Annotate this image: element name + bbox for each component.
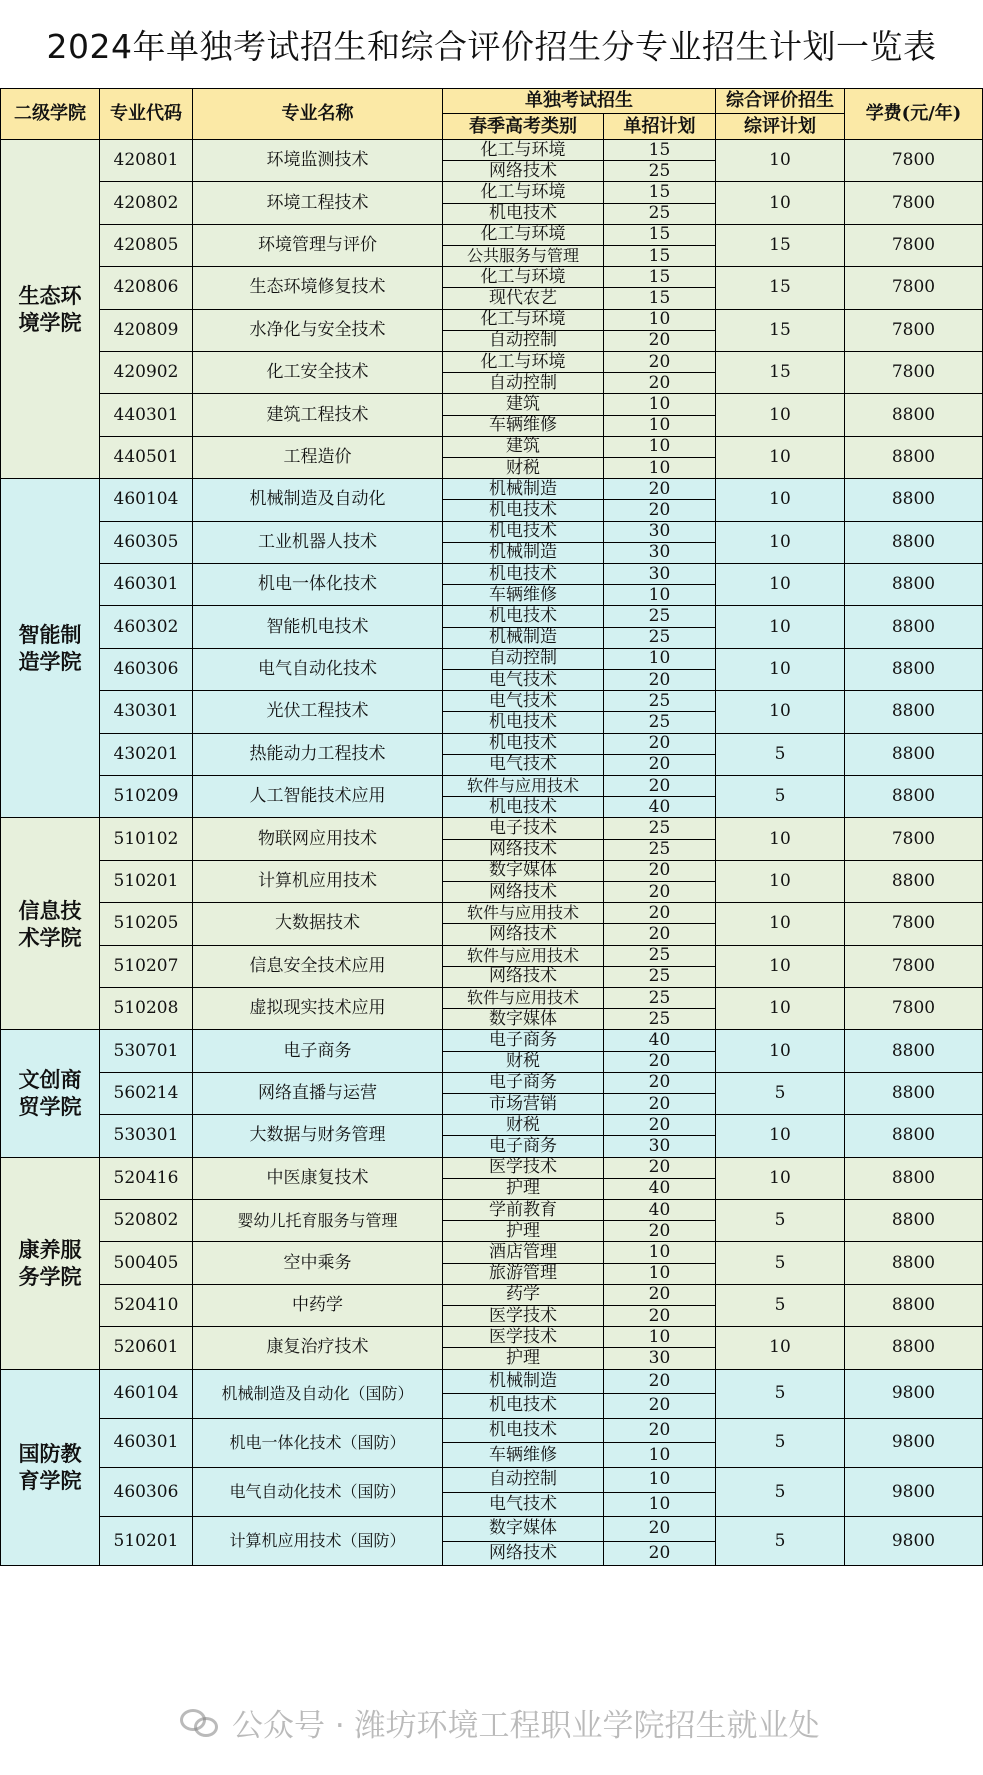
- comp-plan: 10: [716, 606, 845, 648]
- tuition: 7800: [845, 946, 983, 988]
- comp-plan: 15: [716, 310, 845, 352]
- spring-category: 医学技术: [443, 1306, 604, 1327]
- single-plan: 20: [604, 1419, 716, 1444]
- comp-plan: 5: [716, 1468, 845, 1517]
- major-code: 420809: [100, 310, 193, 352]
- single-plan: 20: [604, 1094, 716, 1115]
- single-plan: 25: [604, 691, 716, 712]
- spring-category: 化工与环境: [443, 310, 604, 331]
- comp-plan: 10: [716, 1158, 845, 1200]
- major-name: 热能动力工程技术: [193, 734, 443, 776]
- major-code: 520410: [100, 1285, 193, 1327]
- single-plan: 20: [604, 500, 716, 521]
- single-plan: 40: [604, 797, 716, 818]
- major-name: 空中乘务: [193, 1242, 443, 1284]
- single-plan: 20: [604, 352, 716, 373]
- spring-category: 软件与应用技术: [443, 903, 604, 924]
- comp-plan: 10: [716, 1327, 845, 1369]
- single-plan: 25: [604, 1009, 716, 1030]
- single-plan: 25: [604, 946, 716, 967]
- major-code: 520802: [100, 1200, 193, 1242]
- spring-category: 公共服务与管理: [443, 246, 604, 267]
- spring-category: 护理: [443, 1348, 604, 1369]
- tuition: 8800: [845, 1285, 983, 1327]
- header-comprehensive: 综合评价招生: [716, 88, 845, 114]
- major-code: 530701: [100, 1030, 193, 1072]
- comp-plan: 5: [716, 1419, 845, 1468]
- single-plan: 20: [604, 776, 716, 797]
- single-plan: 20: [604, 1073, 716, 1094]
- single-plan: 15: [604, 182, 716, 203]
- spring-category: 机电技术: [443, 500, 604, 521]
- comp-plan: 5: [716, 1370, 845, 1419]
- tuition: 7800: [845, 352, 983, 394]
- major-name: 环境工程技术: [193, 182, 443, 224]
- tuition: 9800: [845, 1517, 983, 1566]
- tuition: 8800: [845, 564, 983, 606]
- major-name: 大数据与财务管理: [193, 1115, 443, 1157]
- major-name: 光伏工程技术: [193, 691, 443, 733]
- single-plan: 20: [604, 882, 716, 903]
- major-code: 510205: [100, 903, 193, 945]
- spring-category: 机电技术: [443, 606, 604, 627]
- single-plan: 20: [604, 924, 716, 945]
- single-plan: 20: [604, 903, 716, 924]
- header-single-exam: 单独考试招生: [443, 88, 716, 114]
- major-code: 520601: [100, 1327, 193, 1369]
- comp-plan: 15: [716, 352, 845, 394]
- tuition: 8800: [845, 861, 983, 903]
- major-code: 500405: [100, 1242, 193, 1284]
- header-code: 专业代码: [100, 88, 193, 140]
- spring-category: 软件与应用技术: [443, 946, 604, 967]
- spring-category: 电气技术: [443, 1493, 604, 1518]
- spring-category: 数字媒体: [443, 1009, 604, 1030]
- spring-category: 自动控制: [443, 1468, 604, 1493]
- comp-plan: 10: [716, 1030, 845, 1072]
- major-name: 计算机应用技术: [193, 861, 443, 903]
- single-plan: 25: [604, 967, 716, 988]
- spring-category: 机电技术: [443, 1419, 604, 1444]
- single-plan: 40: [604, 1200, 716, 1221]
- header-name: 专业名称: [193, 88, 443, 140]
- spring-category: 化工与环境: [443, 225, 604, 246]
- single-plan: 30: [604, 1136, 716, 1157]
- single-plan: 20: [604, 1306, 716, 1327]
- major-name: 建筑工程技术: [193, 394, 443, 436]
- header-comp-plan: 综评计划: [716, 114, 845, 140]
- major-name: 网络直播与运营: [193, 1073, 443, 1115]
- comp-plan: 15: [716, 225, 845, 267]
- spring-category: 学前教育: [443, 1200, 604, 1221]
- single-plan: 10: [604, 1242, 716, 1263]
- single-plan: 25: [604, 606, 716, 627]
- major-code: 460104: [100, 479, 193, 521]
- single-plan: 20: [604, 1370, 716, 1395]
- single-plan: 10: [604, 1468, 716, 1493]
- college-name: 文创商贸学院: [0, 1030, 100, 1157]
- spring-category: 机电技术: [443, 797, 604, 818]
- spring-category: 化工与环境: [443, 267, 604, 288]
- single-plan: 25: [604, 840, 716, 861]
- single-plan: 20: [604, 861, 716, 882]
- spring-category: 电气技术: [443, 670, 604, 691]
- spring-category: 建筑: [443, 394, 604, 415]
- tuition: 8800: [845, 1327, 983, 1369]
- college-name: 生态环境学院: [0, 140, 100, 479]
- single-plan: 20: [604, 1285, 716, 1306]
- single-plan: 20: [604, 1052, 716, 1073]
- major-name: 工业机器人技术: [193, 522, 443, 564]
- single-plan: 25: [604, 712, 716, 733]
- single-plan: 15: [604, 288, 716, 309]
- comp-plan: 10: [716, 1115, 845, 1157]
- spring-category: 机械制造: [443, 543, 604, 564]
- tuition: 7800: [845, 225, 983, 267]
- spring-category: 机电技术: [443, 734, 604, 755]
- single-plan: 20: [604, 1115, 716, 1136]
- spring-category: 数字媒体: [443, 1517, 604, 1542]
- single-plan: 20: [604, 1394, 716, 1419]
- major-code: 460301: [100, 564, 193, 606]
- major-name: 虚拟现实技术应用: [193, 988, 443, 1030]
- header-tuition: 学费(元/年): [845, 88, 983, 140]
- comp-plan: 10: [716, 394, 845, 436]
- major-code: 560214: [100, 1073, 193, 1115]
- spring-category: 网络技术: [443, 840, 604, 861]
- major-name: 机械制造及自动化: [193, 479, 443, 521]
- tuition: 7800: [845, 988, 983, 1030]
- major-name: 电气自动化技术（国防）: [193, 1468, 443, 1517]
- college-name: 康养服务学院: [0, 1158, 100, 1370]
- single-plan: 30: [604, 564, 716, 585]
- single-plan: 25: [604, 204, 716, 225]
- single-plan: 10: [604, 437, 716, 458]
- major-name: 机电一体化技术（国防）: [193, 1419, 443, 1468]
- single-plan: 10: [604, 649, 716, 670]
- spring-category: 软件与应用技术: [443, 776, 604, 797]
- comp-plan: 5: [716, 1517, 845, 1566]
- single-plan: 10: [604, 1327, 716, 1348]
- major-code: 430201: [100, 734, 193, 776]
- spring-category: 数字媒体: [443, 861, 604, 882]
- header-spring-category: 春季高考类别: [443, 114, 604, 140]
- tuition: 8800: [845, 522, 983, 564]
- tuition: 8800: [845, 1115, 983, 1157]
- major-name: 电气自动化技术: [193, 649, 443, 691]
- tuition: 7800: [845, 310, 983, 352]
- spring-category: 机电技术: [443, 1394, 604, 1419]
- major-name: 中医康复技术: [193, 1158, 443, 1200]
- major-name: 机械制造及自动化（国防）: [193, 1370, 443, 1419]
- spring-category: 财税: [443, 1052, 604, 1073]
- tuition: 8800: [845, 479, 983, 521]
- major-code: 440301: [100, 394, 193, 436]
- spring-category: 现代农艺: [443, 288, 604, 309]
- major-code: 460306: [100, 1468, 193, 1517]
- spring-category: 化工与环境: [443, 352, 604, 373]
- spring-category: 化工与环境: [443, 140, 604, 161]
- spring-category: 电子技术: [443, 818, 604, 839]
- single-plan: 25: [604, 628, 716, 649]
- single-plan: 20: [604, 1158, 716, 1179]
- spring-category: 财税: [443, 1115, 604, 1136]
- spring-category: 电子商务: [443, 1136, 604, 1157]
- spring-category: 网络技术: [443, 967, 604, 988]
- major-name: 化工安全技术: [193, 352, 443, 394]
- major-name: 水净化与安全技术: [193, 310, 443, 352]
- single-plan: 20: [604, 1542, 716, 1567]
- spring-category: 网络技术: [443, 161, 604, 182]
- comp-plan: 5: [716, 1242, 845, 1284]
- major-code: 460301: [100, 1419, 193, 1468]
- comp-plan: 5: [716, 1200, 845, 1242]
- comp-plan: 10: [716, 522, 845, 564]
- enrollment-table: [0, 88, 983, 1775]
- major-code: 510209: [100, 776, 193, 818]
- major-code: 460302: [100, 606, 193, 648]
- single-plan: 15: [604, 246, 716, 267]
- single-plan: 15: [604, 267, 716, 288]
- comp-plan: 5: [716, 776, 845, 818]
- comp-plan: 5: [716, 734, 845, 776]
- comp-plan: 10: [716, 946, 845, 988]
- tuition: 8800: [845, 1073, 983, 1115]
- comp-plan: 10: [716, 564, 845, 606]
- major-code: 460305: [100, 522, 193, 564]
- tuition: 8800: [845, 437, 983, 479]
- spring-category: 自动控制: [443, 331, 604, 352]
- major-code: 510201: [100, 1517, 193, 1566]
- single-plan: 40: [604, 1030, 716, 1051]
- spring-category: 护理: [443, 1221, 604, 1242]
- spring-category: 网络技术: [443, 882, 604, 903]
- comp-plan: 10: [716, 479, 845, 521]
- single-plan: 10: [604, 1443, 716, 1468]
- spring-category: 电子商务: [443, 1030, 604, 1051]
- single-plan: 20: [604, 479, 716, 500]
- spring-category: 市场营销: [443, 1094, 604, 1115]
- comp-plan: 10: [716, 691, 845, 733]
- major-code: 430301: [100, 691, 193, 733]
- spring-category: 旅游管理: [443, 1264, 604, 1285]
- spring-category: 自动控制: [443, 649, 604, 670]
- tuition: 8800: [845, 1200, 983, 1242]
- single-plan: 10: [604, 585, 716, 606]
- single-plan: 25: [604, 818, 716, 839]
- spring-category: 机械制造: [443, 628, 604, 649]
- tuition: 9800: [845, 1370, 983, 1419]
- tuition: 8800: [845, 691, 983, 733]
- college-name: 国防教育学院: [0, 1370, 100, 1567]
- major-code: 420805: [100, 225, 193, 267]
- tuition: 7800: [845, 182, 983, 224]
- major-name: 人工智能技术应用: [193, 776, 443, 818]
- tuition: 8800: [845, 1242, 983, 1284]
- spring-category: 财税: [443, 458, 604, 479]
- spring-category: 化工与环境: [443, 182, 604, 203]
- spring-category: 医学技术: [443, 1327, 604, 1348]
- major-name: 计算机应用技术（国防）: [193, 1517, 443, 1566]
- spring-category: 护理: [443, 1179, 604, 1200]
- tuition: 7800: [845, 903, 983, 945]
- single-plan: 10: [604, 1493, 716, 1518]
- major-name: 康复治疗技术: [193, 1327, 443, 1369]
- college-name: 信息技术学院: [0, 818, 100, 1030]
- tuition: 8800: [845, 394, 983, 436]
- major-code: 520416: [100, 1158, 193, 1200]
- spring-category: 车辆维修: [443, 1443, 604, 1468]
- major-code: 420902: [100, 352, 193, 394]
- single-plan: 30: [604, 543, 716, 564]
- header-college: 二级学院: [0, 88, 100, 140]
- major-name: 环境监测技术: [193, 140, 443, 182]
- single-plan: 30: [604, 522, 716, 543]
- college-name: 智能制造学院: [0, 479, 100, 818]
- tuition: 9800: [845, 1468, 983, 1517]
- header-single-plan: 单招计划: [604, 114, 716, 140]
- spring-category: 车辆维修: [443, 416, 604, 437]
- major-code: 510201: [100, 861, 193, 903]
- single-plan: 10: [604, 310, 716, 331]
- spring-category: 酒店管理: [443, 1242, 604, 1263]
- major-name: 中药学: [193, 1285, 443, 1327]
- major-name: 电子商务: [193, 1030, 443, 1072]
- tuition: 8800: [845, 1030, 983, 1072]
- spring-category: 机械制造: [443, 479, 604, 500]
- major-name: 机电一体化技术: [193, 564, 443, 606]
- major-name: 智能机电技术: [193, 606, 443, 648]
- major-code: 510208: [100, 988, 193, 1030]
- spring-category: 建筑: [443, 437, 604, 458]
- comp-plan: 10: [716, 649, 845, 691]
- tuition: 8800: [845, 606, 983, 648]
- major-name: 物联网应用技术: [193, 818, 443, 860]
- single-plan: 25: [604, 988, 716, 1009]
- comp-plan: 10: [716, 861, 845, 903]
- page-title: 2024年单独考试招生和综合评价招生分专业招生计划一览表: [46, 26, 937, 66]
- major-code: 420801: [100, 140, 193, 182]
- single-plan: 20: [604, 331, 716, 352]
- single-plan: 15: [604, 140, 716, 161]
- single-plan: 20: [604, 1221, 716, 1242]
- comp-plan: 5: [716, 1073, 845, 1115]
- major-name: 工程造价: [193, 437, 443, 479]
- comp-plan: 10: [716, 182, 845, 224]
- single-plan: 10: [604, 1264, 716, 1285]
- major-code: 420806: [100, 267, 193, 309]
- comp-plan: 10: [716, 437, 845, 479]
- spring-category: 机电技术: [443, 522, 604, 543]
- tuition: 7800: [845, 267, 983, 309]
- tuition: 8800: [845, 776, 983, 818]
- major-code: 420802: [100, 182, 193, 224]
- tuition: 8800: [845, 1158, 983, 1200]
- comp-plan: 10: [716, 988, 845, 1030]
- single-plan: 40: [604, 1179, 716, 1200]
- spring-category: 电气技术: [443, 691, 604, 712]
- spring-category: 电气技术: [443, 755, 604, 776]
- spring-category: 药学: [443, 1285, 604, 1306]
- major-name: 生态环境修复技术: [193, 267, 443, 309]
- spring-category: 机电技术: [443, 204, 604, 225]
- major-code: 460104: [100, 1370, 193, 1419]
- spring-category: 电子商务: [443, 1073, 604, 1094]
- spring-category: 网络技术: [443, 924, 604, 945]
- tuition: 7800: [845, 818, 983, 860]
- single-plan: 20: [604, 734, 716, 755]
- tuition: 7800: [845, 140, 983, 182]
- major-name: 大数据技术: [193, 903, 443, 945]
- spring-category: 自动控制: [443, 373, 604, 394]
- single-plan: 10: [604, 458, 716, 479]
- comp-plan: 10: [716, 818, 845, 860]
- spring-category: 网络技术: [443, 1542, 604, 1567]
- single-plan: 10: [604, 416, 716, 437]
- spring-category: 机电技术: [443, 564, 604, 585]
- single-plan: 15: [604, 225, 716, 246]
- comp-plan: 5: [716, 1285, 845, 1327]
- spring-category: 软件与应用技术: [443, 988, 604, 1009]
- spring-category: 医学技术: [443, 1158, 604, 1179]
- spring-category: 车辆维修: [443, 585, 604, 606]
- spring-category: 机电技术: [443, 712, 604, 733]
- single-plan: 20: [604, 373, 716, 394]
- comp-plan: 15: [716, 267, 845, 309]
- single-plan: 30: [604, 1348, 716, 1369]
- tuition: 9800: [845, 1419, 983, 1468]
- single-plan: 20: [604, 670, 716, 691]
- single-plan: 20: [604, 755, 716, 776]
- tuition: 8800: [845, 734, 983, 776]
- comp-plan: 10: [716, 903, 845, 945]
- spring-category: 机械制造: [443, 1370, 604, 1395]
- single-plan: 25: [604, 161, 716, 182]
- major-code: 530301: [100, 1115, 193, 1157]
- major-name: 婴幼儿托育服务与管理: [193, 1200, 443, 1242]
- major-code: 510207: [100, 946, 193, 988]
- major-name: 信息安全技术应用: [193, 946, 443, 988]
- major-name: 环境管理与评价: [193, 225, 443, 267]
- major-code: 510102: [100, 818, 193, 860]
- major-code: 440501: [100, 437, 193, 479]
- single-plan: 20: [604, 1517, 716, 1542]
- watermark-text: 公众号 · 潍坊环境工程职业学院招生就业处: [232, 1707, 820, 1744]
- comp-plan: 10: [716, 140, 845, 182]
- tuition: 8800: [845, 649, 983, 691]
- single-plan: 10: [604, 394, 716, 415]
- major-code: 460306: [100, 649, 193, 691]
